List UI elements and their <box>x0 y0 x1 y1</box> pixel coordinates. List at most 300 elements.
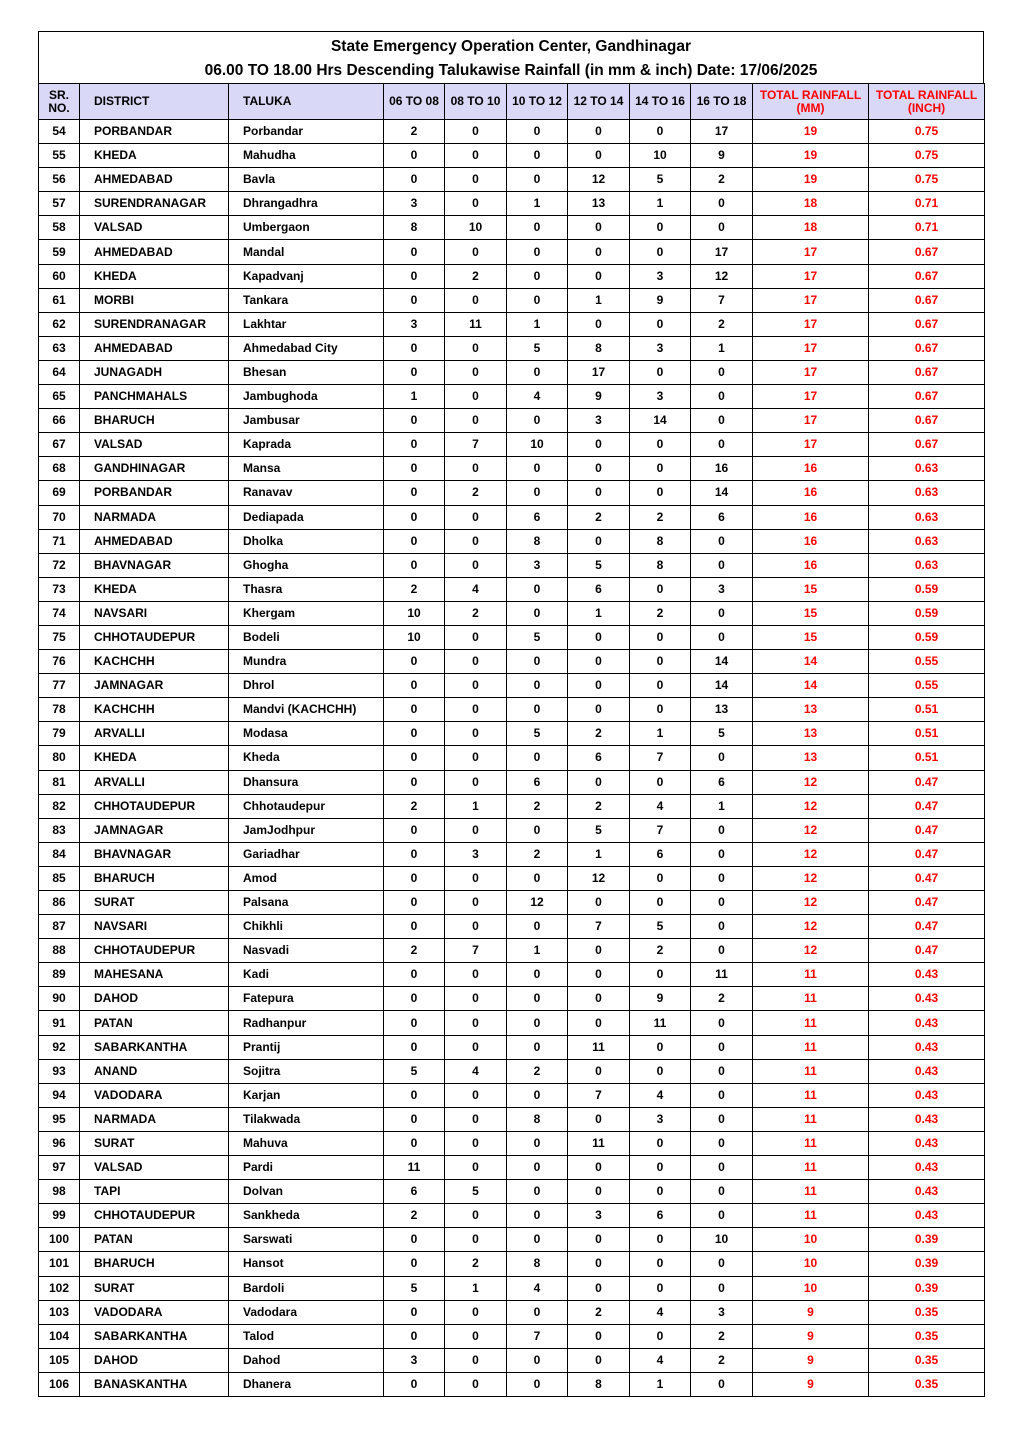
table-row <box>39 963 985 987</box>
total-mm-cell: 12 <box>753 794 869 818</box>
total-mm-cell: 16 <box>753 505 869 529</box>
total-mm-cell: 17 <box>753 264 869 288</box>
rain-10-12-cell: 0 <box>507 1372 568 1396</box>
rain-08-10-cell: 0 <box>445 1083 507 1107</box>
rain-08-10-cell: 0 <box>445 915 507 939</box>
rain-12-14-cell: 11 <box>568 1131 630 1155</box>
rain-16-18-cell: 11 <box>691 963 753 987</box>
rain-14-16-cell: 0 <box>630 577 691 601</box>
rain-10-12-cell: 0 <box>507 987 568 1011</box>
rain-10-12-cell: 0 <box>507 818 568 842</box>
rain-10-12-cell: 0 <box>507 1204 568 1228</box>
total-inch-cell: 0.67 <box>869 264 985 288</box>
rain-16-18-cell: 7 <box>691 288 753 312</box>
rain-16-18-cell: 6 <box>691 770 753 794</box>
district-cell: BHAVNAGAR <box>80 842 229 866</box>
sr-no-cell: 95 <box>39 1107 80 1131</box>
rain-12-14-cell: 0 <box>568 1276 630 1300</box>
total-mm-cell: 12 <box>753 770 869 794</box>
rain-14-16-cell: 0 <box>630 650 691 674</box>
table-row <box>39 674 985 698</box>
col-header-district: DISTRICT <box>80 84 229 120</box>
district-cell: SURAT <box>80 1131 229 1155</box>
rain-10-12-cell: 10 <box>507 433 568 457</box>
total-mm-cell: 11 <box>753 1131 869 1155</box>
rain-06-08-cell: 0 <box>384 722 445 746</box>
rain-08-10-cell: 0 <box>445 625 507 649</box>
total-inch-cell: 0.47 <box>869 915 985 939</box>
col-header-06-08: 06 TO 08 <box>384 84 445 120</box>
total-mm-cell: 10 <box>753 1276 869 1300</box>
table-row <box>39 794 985 818</box>
total-inch-cell: 0.59 <box>869 625 985 649</box>
total-mm-cell: 11 <box>753 1156 869 1180</box>
total-inch-cell: 0.71 <box>869 192 985 216</box>
district-cell: VALSAD <box>80 1156 229 1180</box>
rain-16-18-cell: 17 <box>691 240 753 264</box>
district-cell: NAVSARI <box>80 915 229 939</box>
rain-10-12-cell: 2 <box>507 1059 568 1083</box>
rain-14-16-cell: 0 <box>630 312 691 336</box>
rain-12-14-cell: 12 <box>568 168 630 192</box>
rain-08-10-cell: 0 <box>445 457 507 481</box>
table-row <box>39 1324 985 1348</box>
rain-12-14-cell: 0 <box>568 312 630 336</box>
col-header-total-inch: TOTAL RAINFALL (INCH) <box>869 84 985 120</box>
total-mm-cell: 17 <box>753 240 869 264</box>
sr-no-cell: 60 <box>39 264 80 288</box>
rain-12-14-cell: 0 <box>568 1059 630 1083</box>
table-row <box>39 987 985 1011</box>
rain-16-18-cell: 0 <box>691 625 753 649</box>
sr-no-cell: 55 <box>39 144 80 168</box>
total-inch-cell: 0.67 <box>869 288 985 312</box>
rain-16-18-cell: 0 <box>691 1204 753 1228</box>
total-inch-cell: 0.47 <box>869 939 985 963</box>
total-mm-cell: 13 <box>753 698 869 722</box>
rain-14-16-cell: 0 <box>630 240 691 264</box>
rain-16-18-cell: 0 <box>691 915 753 939</box>
rain-12-14-cell: 0 <box>568 625 630 649</box>
taluka-cell: Tankara <box>229 288 384 312</box>
rain-10-12-cell: 0 <box>507 120 568 144</box>
rain-06-08-cell: 2 <box>384 939 445 963</box>
rain-06-08-cell: 2 <box>384 794 445 818</box>
district-cell: PORBANDAR <box>80 481 229 505</box>
table-row <box>39 1083 985 1107</box>
total-mm-cell: 11 <box>753 963 869 987</box>
rain-16-18-cell: 0 <box>691 433 753 457</box>
taluka-cell: Khergam <box>229 601 384 625</box>
rain-08-10-cell: 0 <box>445 505 507 529</box>
taluka-cell: Thasra <box>229 577 384 601</box>
rain-12-14-cell: 0 <box>568 891 630 915</box>
rain-12-14-cell: 0 <box>568 1107 630 1131</box>
taluka-cell: Mundra <box>229 650 384 674</box>
taluka-cell: Talod <box>229 1324 384 1348</box>
rain-06-08-cell: 0 <box>384 1083 445 1107</box>
district-cell: NARMADA <box>80 1107 229 1131</box>
table-row <box>39 144 985 168</box>
district-cell: TAPI <box>80 1180 229 1204</box>
rain-06-08-cell: 3 <box>384 312 445 336</box>
table-row <box>39 457 985 481</box>
rain-10-12-cell: 8 <box>507 529 568 553</box>
total-mm-cell: 19 <box>753 144 869 168</box>
table-row <box>39 553 985 577</box>
rain-12-14-cell: 1 <box>568 601 630 625</box>
rain-06-08-cell: 0 <box>384 1107 445 1131</box>
rain-16-18-cell: 0 <box>691 891 753 915</box>
rain-14-16-cell: 7 <box>630 746 691 770</box>
sr-no-cell: 57 <box>39 192 80 216</box>
taluka-cell: Nasvadi <box>229 939 384 963</box>
rain-16-18-cell: 14 <box>691 650 753 674</box>
table-row <box>39 505 985 529</box>
rain-16-18-cell: 0 <box>691 1035 753 1059</box>
rain-06-08-cell: 3 <box>384 192 445 216</box>
table-row <box>39 650 985 674</box>
rain-06-08-cell: 0 <box>384 842 445 866</box>
rain-08-10-cell: 0 <box>445 336 507 360</box>
taluka-cell: Bardoli <box>229 1276 384 1300</box>
district-cell: NAVSARI <box>80 601 229 625</box>
sr-no-cell: 71 <box>39 529 80 553</box>
rain-10-12-cell: 0 <box>507 866 568 890</box>
rain-14-16-cell: 0 <box>630 457 691 481</box>
sr-no-cell: 87 <box>39 915 80 939</box>
rain-10-12-cell: 0 <box>507 915 568 939</box>
total-mm-cell: 18 <box>753 192 869 216</box>
rain-06-08-cell: 0 <box>384 144 445 168</box>
taluka-cell: Fatepura <box>229 987 384 1011</box>
rain-08-10-cell: 0 <box>445 987 507 1011</box>
table-row <box>39 1156 985 1180</box>
rain-06-08-cell: 0 <box>384 1228 445 1252</box>
taluka-cell: Porbandar <box>229 120 384 144</box>
rain-16-18-cell: 2 <box>691 312 753 336</box>
rain-08-10-cell: 4 <box>445 1059 507 1083</box>
rain-10-12-cell: 0 <box>507 457 568 481</box>
table-row <box>39 529 985 553</box>
total-mm-cell: 9 <box>753 1300 869 1324</box>
total-mm-cell: 11 <box>753 1107 869 1131</box>
rain-12-14-cell: 0 <box>568 240 630 264</box>
rain-16-18-cell: 0 <box>691 601 753 625</box>
rain-14-16-cell: 1 <box>630 1372 691 1396</box>
rain-12-14-cell: 17 <box>568 360 630 384</box>
rain-10-12-cell: 0 <box>507 216 568 240</box>
rain-14-16-cell: 0 <box>630 891 691 915</box>
table-row <box>39 192 985 216</box>
rain-14-16-cell: 2 <box>630 939 691 963</box>
total-inch-cell: 0.75 <box>869 168 985 192</box>
total-inch-cell: 0.63 <box>869 529 985 553</box>
total-mm-cell: 16 <box>753 457 869 481</box>
rain-06-08-cell: 11 <box>384 1156 445 1180</box>
district-cell: ANAND <box>80 1059 229 1083</box>
rain-10-12-cell: 1 <box>507 312 568 336</box>
total-inch-cell: 0.59 <box>869 577 985 601</box>
rain-14-16-cell: 0 <box>630 360 691 384</box>
col-header-sr: SR. NO. <box>39 84 80 120</box>
rain-08-10-cell: 0 <box>445 288 507 312</box>
rain-08-10-cell: 0 <box>445 1372 507 1396</box>
district-cell: MAHESANA <box>80 963 229 987</box>
table-row <box>39 1131 985 1155</box>
district-cell: AHMEDABAD <box>80 336 229 360</box>
table-row <box>39 915 985 939</box>
rain-08-10-cell: 0 <box>445 192 507 216</box>
total-inch-cell: 0.67 <box>869 433 985 457</box>
rain-10-12-cell: 0 <box>507 1035 568 1059</box>
total-mm-cell: 13 <box>753 746 869 770</box>
total-inch-cell: 0.35 <box>869 1372 985 1396</box>
sr-no-cell: 106 <box>39 1372 80 1396</box>
total-mm-cell: 12 <box>753 891 869 915</box>
district-cell: AHMEDABAD <box>80 529 229 553</box>
rain-06-08-cell: 10 <box>384 601 445 625</box>
rain-14-16-cell: 2 <box>630 601 691 625</box>
sr-no-cell: 75 <box>39 625 80 649</box>
total-inch-cell: 0.43 <box>869 1011 985 1035</box>
rain-16-18-cell: 0 <box>691 1180 753 1204</box>
rain-06-08-cell: 0 <box>384 891 445 915</box>
rain-10-12-cell: 0 <box>507 360 568 384</box>
rain-06-08-cell: 0 <box>384 336 445 360</box>
table-row <box>39 312 985 336</box>
table-row <box>39 601 985 625</box>
rain-14-16-cell: 0 <box>630 1156 691 1180</box>
sr-no-cell: 56 <box>39 168 80 192</box>
rain-12-14-cell: 0 <box>568 481 630 505</box>
rain-12-14-cell: 0 <box>568 963 630 987</box>
col-header-08-10: 08 TO 10 <box>445 84 507 120</box>
rain-12-14-cell: 2 <box>568 794 630 818</box>
rain-08-10-cell: 1 <box>445 794 507 818</box>
total-mm-cell: 11 <box>753 1035 869 1059</box>
rain-14-16-cell: 7 <box>630 818 691 842</box>
table-row <box>39 385 985 409</box>
taluka-cell: Bodeli <box>229 625 384 649</box>
sr-no-cell: 76 <box>39 650 80 674</box>
rain-06-08-cell: 1 <box>384 385 445 409</box>
rain-14-16-cell: 0 <box>630 120 691 144</box>
rain-16-18-cell: 0 <box>691 1372 753 1396</box>
rain-10-12-cell: 12 <box>507 891 568 915</box>
rain-08-10-cell: 0 <box>445 1156 507 1180</box>
district-cell: PANCHMAHALS <box>80 385 229 409</box>
table-row <box>39 168 985 192</box>
rain-12-14-cell: 0 <box>568 433 630 457</box>
rain-08-10-cell: 0 <box>445 866 507 890</box>
total-mm-cell: 11 <box>753 1180 869 1204</box>
rain-08-10-cell: 0 <box>445 746 507 770</box>
rain-12-14-cell: 8 <box>568 336 630 360</box>
rain-12-14-cell: 6 <box>568 746 630 770</box>
district-cell: KHEDA <box>80 577 229 601</box>
taluka-cell: Sarswati <box>229 1228 384 1252</box>
rain-08-10-cell: 0 <box>445 553 507 577</box>
rain-16-18-cell: 0 <box>691 1131 753 1155</box>
table-row <box>39 1276 985 1300</box>
rain-14-16-cell: 0 <box>630 433 691 457</box>
rain-16-18-cell: 10 <box>691 1228 753 1252</box>
rain-16-18-cell: 0 <box>691 385 753 409</box>
district-cell: KACHCHH <box>80 698 229 722</box>
total-mm-cell: 17 <box>753 312 869 336</box>
report-subtitle: 06.00 TO 18.00 Hrs Descending Talukawise Rainfall (in mm & inch) Date: 17/06/2025 <box>204 62 818 79</box>
district-cell: KHEDA <box>80 264 229 288</box>
total-mm-cell: 16 <box>753 529 869 553</box>
rain-06-08-cell: 0 <box>384 433 445 457</box>
table-row <box>39 1035 985 1059</box>
col-header-taluka: TALUKA <box>229 84 384 120</box>
rain-16-18-cell: 0 <box>691 360 753 384</box>
rain-12-14-cell: 8 <box>568 1372 630 1396</box>
table-row <box>39 216 985 240</box>
total-inch-cell: 0.71 <box>869 216 985 240</box>
taluka-cell: Kapadvanj <box>229 264 384 288</box>
rain-10-12-cell: 0 <box>507 1228 568 1252</box>
rain-06-08-cell: 0 <box>384 1324 445 1348</box>
sr-no-cell: 73 <box>39 577 80 601</box>
sr-no-cell: 93 <box>39 1059 80 1083</box>
rain-16-18-cell: 0 <box>691 1083 753 1107</box>
sr-no-cell: 104 <box>39 1324 80 1348</box>
total-inch-cell: 0.67 <box>869 385 985 409</box>
total-inch-cell: 0.67 <box>869 360 985 384</box>
col-header-12-14: 12 TO 14 <box>568 84 630 120</box>
total-mm-cell: 11 <box>753 1011 869 1035</box>
taluka-cell: Dholka <box>229 529 384 553</box>
rain-08-10-cell: 0 <box>445 770 507 794</box>
rain-10-12-cell: 5 <box>507 722 568 746</box>
rain-10-12-cell: 0 <box>507 674 568 698</box>
district-cell: PORBANDAR <box>80 120 229 144</box>
total-mm-cell: 12 <box>753 915 869 939</box>
district-cell: SABARKANTHA <box>80 1324 229 1348</box>
rain-16-18-cell: 9 <box>691 144 753 168</box>
district-cell: VALSAD <box>80 216 229 240</box>
rain-14-16-cell: 9 <box>630 987 691 1011</box>
rain-16-18-cell: 13 <box>691 698 753 722</box>
total-mm-cell: 18 <box>753 216 869 240</box>
sr-no-cell: 86 <box>39 891 80 915</box>
rain-08-10-cell: 3 <box>445 842 507 866</box>
total-mm-cell: 12 <box>753 842 869 866</box>
rain-08-10-cell: 0 <box>445 1011 507 1035</box>
rain-16-18-cell: 14 <box>691 674 753 698</box>
taluka-cell: Bhesan <box>229 360 384 384</box>
total-inch-cell: 0.63 <box>869 553 985 577</box>
rain-10-12-cell: 2 <box>507 794 568 818</box>
rain-10-12-cell: 1 <box>507 192 568 216</box>
total-inch-cell: 0.51 <box>869 746 985 770</box>
rain-10-12-cell: 3 <box>507 553 568 577</box>
total-mm-cell: 11 <box>753 1059 869 1083</box>
rain-10-12-cell: 8 <box>507 1107 568 1131</box>
rain-12-14-cell: 0 <box>568 1228 630 1252</box>
rain-14-16-cell: 0 <box>630 481 691 505</box>
total-inch-cell: 0.47 <box>869 866 985 890</box>
rain-14-16-cell: 8 <box>630 553 691 577</box>
rain-16-18-cell: 0 <box>691 1276 753 1300</box>
table-row <box>39 1059 985 1083</box>
rain-14-16-cell: 0 <box>630 1035 691 1059</box>
district-cell: VADODARA <box>80 1083 229 1107</box>
total-inch-cell: 0.63 <box>869 505 985 529</box>
rain-08-10-cell: 0 <box>445 963 507 987</box>
rain-06-08-cell: 0 <box>384 529 445 553</box>
table-row <box>39 577 985 601</box>
rain-14-16-cell: 8 <box>630 529 691 553</box>
taluka-cell: Dhrangadhra <box>229 192 384 216</box>
table-row <box>39 1348 985 1372</box>
rainfall-report <box>38 31 984 1397</box>
table-header-row <box>39 84 985 120</box>
taluka-cell: Dhanera <box>229 1372 384 1396</box>
rain-16-18-cell: 0 <box>691 866 753 890</box>
rain-08-10-cell: 0 <box>445 385 507 409</box>
sr-no-cell: 83 <box>39 818 80 842</box>
rain-08-10-cell: 2 <box>445 601 507 625</box>
sr-no-cell: 90 <box>39 987 80 1011</box>
rain-14-16-cell: 2 <box>630 505 691 529</box>
table-row <box>39 360 985 384</box>
rain-10-12-cell: 5 <box>507 336 568 360</box>
rain-12-14-cell: 0 <box>568 1252 630 1276</box>
rain-06-08-cell: 0 <box>384 818 445 842</box>
total-mm-cell: 11 <box>753 1204 869 1228</box>
rain-14-16-cell: 0 <box>630 770 691 794</box>
rain-08-10-cell: 0 <box>445 1035 507 1059</box>
rain-10-12-cell: 0 <box>507 698 568 722</box>
rain-10-12-cell: 0 <box>507 264 568 288</box>
table-row <box>39 698 985 722</box>
rain-14-16-cell: 0 <box>630 1059 691 1083</box>
rain-10-12-cell: 0 <box>507 1180 568 1204</box>
rain-06-08-cell: 0 <box>384 288 445 312</box>
rain-10-12-cell: 6 <box>507 505 568 529</box>
sr-no-cell: 89 <box>39 963 80 987</box>
total-inch-cell: 0.75 <box>869 144 985 168</box>
district-cell: NARMADA <box>80 505 229 529</box>
sr-no-cell: 66 <box>39 409 80 433</box>
rain-10-12-cell: 0 <box>507 240 568 264</box>
rain-06-08-cell: 2 <box>384 120 445 144</box>
taluka-cell: Prantij <box>229 1035 384 1059</box>
rain-10-12-cell: 0 <box>507 1156 568 1180</box>
taluka-cell: Kaprada <box>229 433 384 457</box>
rain-14-16-cell: 0 <box>630 1324 691 1348</box>
rain-08-10-cell: 0 <box>445 1348 507 1372</box>
sr-no-cell: 69 <box>39 481 80 505</box>
rain-08-10-cell: 0 <box>445 1324 507 1348</box>
sr-no-cell: 101 <box>39 1252 80 1276</box>
rain-08-10-cell: 0 <box>445 891 507 915</box>
rain-12-14-cell: 3 <box>568 409 630 433</box>
taluka-cell: Amod <box>229 866 384 890</box>
rain-16-18-cell: 6 <box>691 505 753 529</box>
rain-14-16-cell: 5 <box>630 168 691 192</box>
rain-08-10-cell: 0 <box>445 674 507 698</box>
rain-12-14-cell: 7 <box>568 1083 630 1107</box>
table-row <box>39 722 985 746</box>
rain-16-18-cell: 0 <box>691 1107 753 1131</box>
rain-14-16-cell: 11 <box>630 1011 691 1035</box>
rain-06-08-cell: 0 <box>384 1300 445 1324</box>
